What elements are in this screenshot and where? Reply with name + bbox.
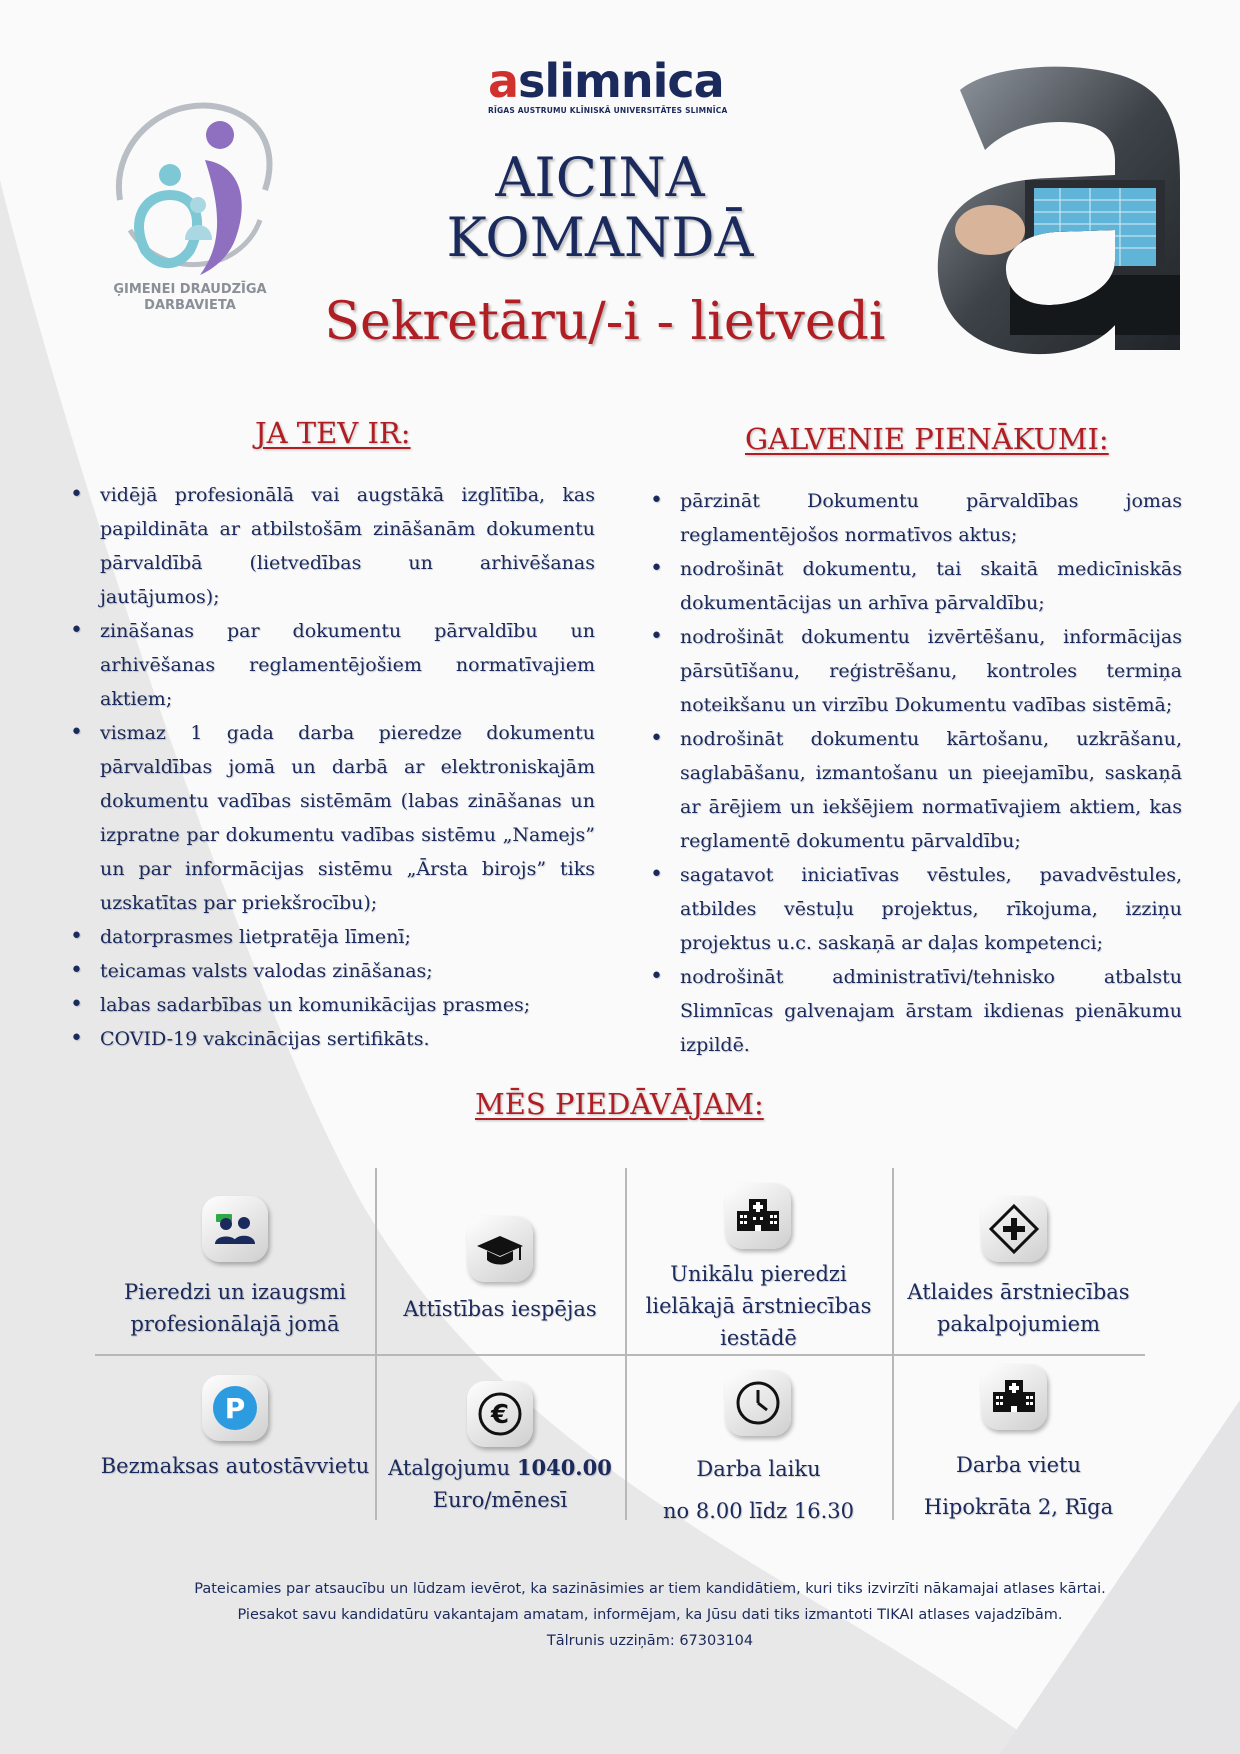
euro-icon — [467, 1381, 533, 1447]
graduation-cap-icon — [467, 1216, 533, 1282]
offer-parking: Bezmaksas autostāvvietu — [100, 1454, 370, 1478]
offer-grid — [95, 1168, 1145, 1523]
team-icon — [202, 1196, 268, 1262]
requirement-item: • labas sadarbības un komunikācijas prasmes; — [100, 988, 595, 1022]
offer-unique-experience: Unikālu pieredzi lielākajā ārstniecības iestādē — [645, 1262, 872, 1350]
requirements-list — [100, 478, 595, 1056]
clock-icon — [725, 1370, 791, 1436]
duty-item: • nodrošināt dokumentu izvērtēšanu, informācijas pārsūtīšanu, reģistrēšanu, kontroles termiņa noteikšanu un virzību Dokumentu vadības sistēmā; — [680, 620, 1182, 722]
footer-line: Pateicamies par atsaucību un lūdzam ievērot, ka sazināsimies ar tiem kandidātiem, kuri tiks izvirzīti nākamajai atlases kārtai. — [194, 1581, 1106, 1597]
duty-item: • nodrošināt dokumentu kārtošanu, uzkrāšanu, saglabāšanu, izmantošanu un pieejamību, saskaņā ar ārējiem un iekšējiem normatīvajiem aktiem, kas reglamentē dokumentu pārvaldību; — [680, 722, 1182, 858]
hospital-building-icon — [981, 1364, 1047, 1430]
duty-item: • nodrošināt dokumentu, tai skaitā medicīniskās dokumentācijas un arhīva pārvaldību; — [680, 552, 1182, 620]
brand-letter-a-photo — [930, 60, 1190, 360]
offer-title: MĒS PIEDĀVĀJAM: — [475, 1087, 764, 1121]
requirement-item: • datorprasmes lietpratēja līmenī; — [100, 920, 595, 954]
headline-line-1: AICINA — [495, 146, 705, 209]
svg-text:€: € — [490, 1400, 510, 1430]
requirement-item: • vismaz 1 gada darba pieredze dokumentu pārvaldības jomā un darbā ar elektroniskajām dokumentu vadības sistēmām (labas zināšanas un izpratne par dokumentu vadības sistēmu „Namejs” un par informācijas sistēmu „Ārsta birojs” tiks uzskatītas par priekšrocību); — [100, 716, 595, 920]
requirements-title: JA TEV IR: — [255, 416, 411, 450]
footer-line: Piesakot savu kandidatūru vakantajam amatam, informējam, ka Jūsu dati tiks izmantoti TIKAI atlases vajadzībām. — [237, 1607, 1063, 1623]
svg-text:P: P — [224, 1392, 246, 1425]
duty-item: • pārzināt Dokumentu pārvaldības jomas reglamentējošos normatīvos aktus; — [680, 484, 1182, 552]
footer-note — [150, 1576, 1150, 1654]
hospital-logo-wordmark: aslimnica — [488, 54, 724, 108]
requirement-item: • vidējā profesionālā vai augstākā izglītība, kas papildināta ar atbilstošām zināšanām dokumentu pārvaldībā (lietvedības un arhivēšanas jautājumos); — [100, 478, 595, 614]
medical-cross-icon — [981, 1196, 1047, 1262]
parking-icon — [202, 1375, 268, 1441]
grid-divider — [95, 1354, 1145, 1356]
hospital-icon — [725, 1183, 791, 1249]
duty-item: • sagatavot iniciatīvas vēstules, pavadvēstules, atbildes vēstuļu projektus, rīkojuma, izziņu projektus u.c. saskaņā ar daļas kompetenci; — [680, 858, 1182, 960]
requirement-item: • zināšanas par dokumentu pārvaldību un arhivēšanas reglamentējošiem normatīvajiem aktiem; — [100, 614, 595, 716]
hospital-logo — [488, 54, 728, 115]
offer-working-hours: Darba laiku no 8.00 līdz 16.30 — [662, 1457, 854, 1523]
headline — [340, 148, 860, 268]
headline-line-2: KOMANDĀ — [446, 206, 754, 269]
position-title: Sekretāru/-i - lietvedi — [324, 292, 886, 352]
offer-workplace: Darba vietu Hipokrāta 2, Rīga — [923, 1453, 1114, 1519]
duties-title: GALVENIE PIENĀKUMI: — [745, 422, 1109, 456]
requirement-item: • teicamas valsts valodas zināšanas; — [100, 954, 595, 988]
offer-development: Attīstības iespējas — [403, 1297, 597, 1321]
family-friendly-logo-text: ĢIMENEI DRAUDZĪGA DARBAVIETA — [113, 282, 267, 313]
offer-discounts: Atlaides ārstniecības pakalpojumiem — [907, 1280, 1130, 1336]
requirement-item: • COVID-19 vakcinācijas sertifikāts. — [100, 1022, 595, 1056]
footer-phone: Tālrunis uzziņām: 67303104 — [546, 1633, 754, 1649]
offer-salary: Atalgojumu 1040.00 Euro/mēnesī — [388, 1455, 612, 1512]
offer-experience: Pieredzi un izaugsmi profesionālajā jomā — [123, 1280, 347, 1336]
hospital-logo-subtitle: RĪGAS AUSTRUMU KLĪNISKĀ UNIVERSITĀTES SLIMNĪCA — [488, 106, 728, 115]
duties-list — [680, 484, 1182, 1062]
duty-item: • nodrošināt administratīvi/tehnisko atbalstu Slimnīcas galvenajam ārstam ikdienas pienākumu izpildē. — [680, 960, 1182, 1062]
